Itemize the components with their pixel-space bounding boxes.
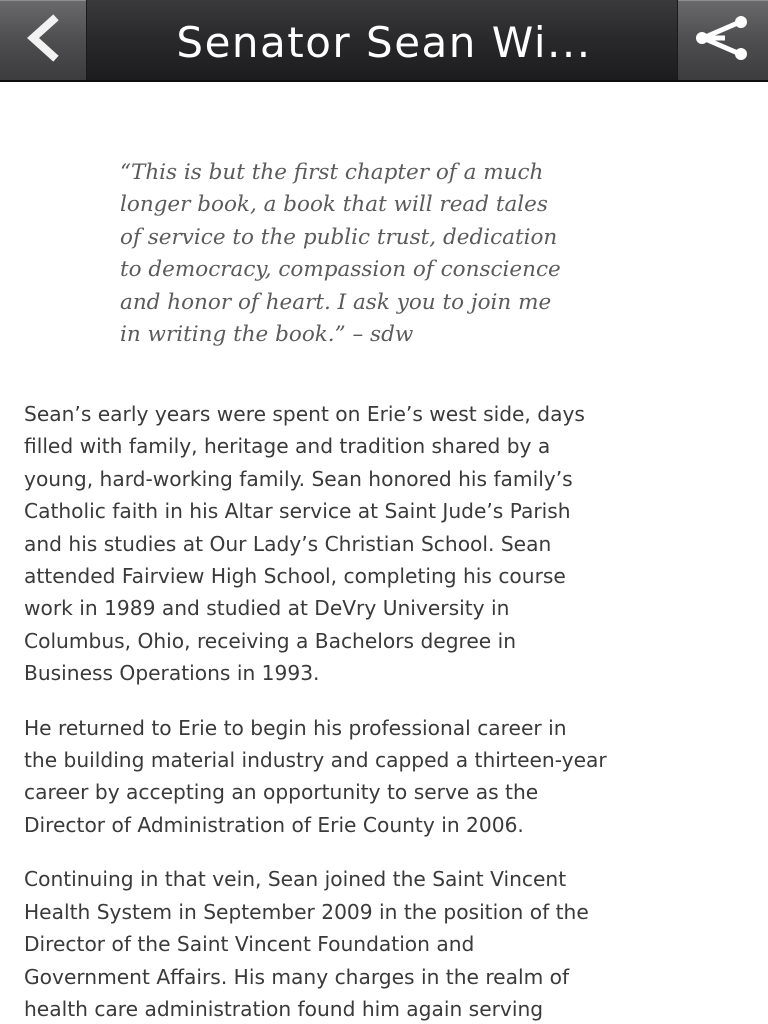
quote-line: and honor of heart. I ask you to join me — [120, 289, 552, 315]
text-line: attended Fairview High School, completing his course — [24, 564, 566, 589]
text-line: career by accepting an opportunity to serve as the — [24, 780, 539, 805]
quote-block — [120, 157, 660, 351]
text-line: Director of Administration of Erie County in 2006. — [24, 812, 524, 837]
text-line: Health System in September 2009 in the position of the — [24, 899, 589, 924]
quote-line: to democracy, compassion of conscience — [120, 257, 561, 283]
text-line: Catholic faith in his Altar service at Saint Jude’s Parish — [24, 499, 571, 524]
text-line: Sean’s early years were spent on Erie’s west side, days — [24, 402, 585, 426]
text-line: health care administration found him again serving — [24, 996, 544, 1021]
text-line: work in 1989 and studied at DeVry University in — [24, 596, 510, 621]
text-line: filled with family, heritage and tradition shared by a — [24, 434, 551, 459]
share-icon — [693, 14, 753, 67]
quote-line: of service to the public trust, dedication — [120, 224, 558, 250]
paragraph-early-years — [24, 398, 754, 690]
chevron-left-icon — [23, 14, 63, 67]
article-content[interactable] — [0, 82, 768, 1024]
text-line: the building material industry and capped a thirteen-year — [24, 748, 607, 773]
quote-line: longer book, a book that will read tales — [120, 192, 548, 218]
quote-line: “This is but the first chapter of a much — [120, 160, 544, 185]
paragraph-career — [24, 712, 754, 842]
navigation-bar — [0, 0, 768, 82]
text-line: young, hard-working family. Sean honored his family’s — [24, 466, 573, 491]
quote-line: in writing the book.” – sdw — [120, 322, 414, 348]
biography-text — [24, 398, 754, 1024]
text-line: Business Operations in 1993. — [24, 661, 320, 686]
share-button[interactable] — [677, 0, 768, 80]
back-button[interactable] — [0, 0, 87, 80]
page-title: Senator Sean Wi... — [176, 18, 592, 67]
paragraph-saint-vincent — [24, 863, 754, 1024]
text-line: and his studies at Our Lady’s Christian School. Sean — [24, 531, 552, 556]
text-line: He returned to Erie to begin his professional career in — [24, 715, 567, 740]
text-line: Columbus, Ohio, receiving a Bachelors degree in — [24, 628, 517, 653]
text-line: Government Affairs. His many charges in the realm of — [24, 964, 570, 989]
text-line: Director of the Saint Vincent Foundation and — [24, 932, 475, 957]
text-line: Continuing in that vein, Sean joined the Saint Vincent — [24, 867, 567, 892]
